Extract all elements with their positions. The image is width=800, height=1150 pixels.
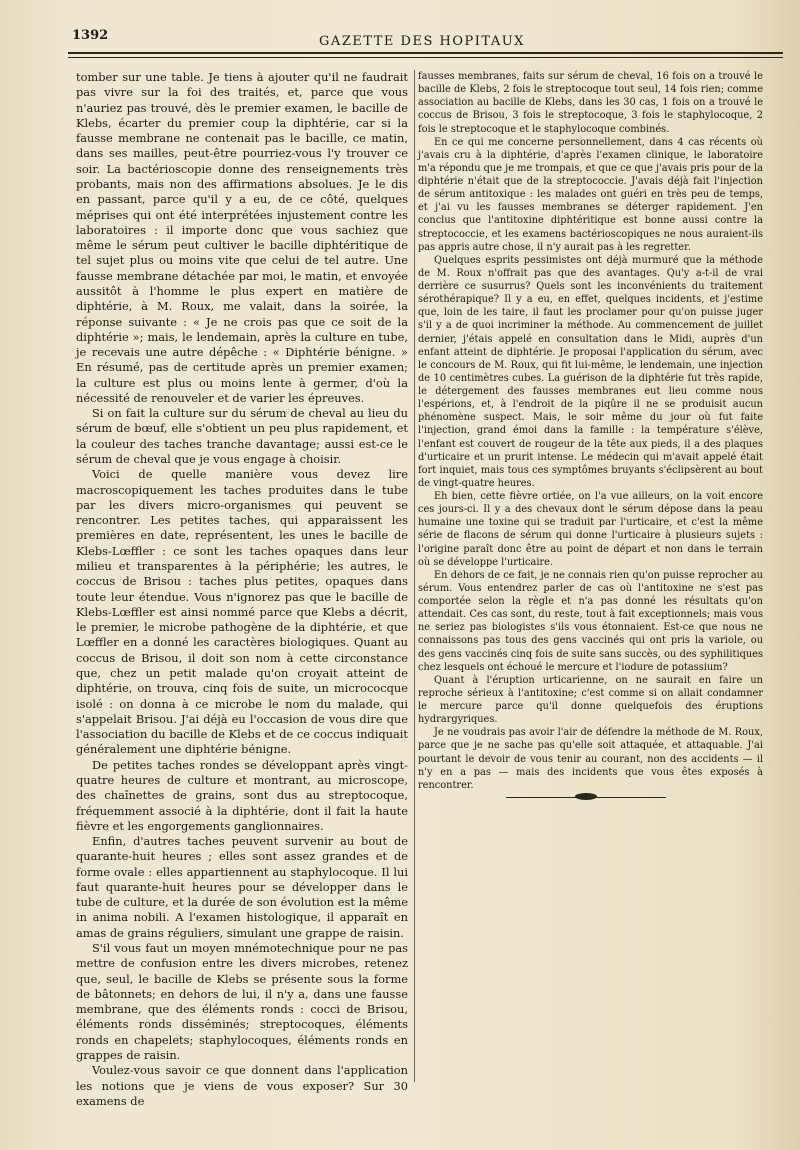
left-paragraph-5: Enfin, d'autres taches peuvent survenir au bout de quarante-huit heures ; elles sont assez grandes et de forme ovale : elles appartiennent au staphylocoque. Il lui faut quarante-huit heures pour se développer dans le tube de culture, et la durée de son évolution est la même in anima nobili. A l'examen histologique, il apparaît en amas de grains réguliers, simulant une grappe de raisin. — [76, 834, 408, 940]
section-end-ornament — [575, 793, 597, 800]
right-paragraph-6: Quant à l'éruption urticarienne, on ne saurait en faire un reproche sérieux à l'antitoxine; c'est comme si on allait condamner le mercure parce qu'il donne quelquefois des éruptions hydrargyriques. — [418, 674, 763, 726]
right-paragraph-3: Quelques esprits pessimistes ont déjà murmuré que la méthode de M. Roux n'offrait pas que des avantages. Qu'y a-t-il de vrai derrière ce susurrus? Quels sont les inconvénients du traitement sérothérapique? Il y a eu, en effet, quelques incidents, et j'estime que, loin de les taire, il faut les proclamer pour qu'on puisse juger s'il y a de quoi incriminer la méthode. Au commencement de juillet dernier, j'étais appelé en consultation dans le Midi, auprès d'un enfant atteint de diphtérie. Je proposai l'application du sérum, avec le concours de M. Roux, qui fit lui-même, le lendemain, une injection de 10 centimètres cubes. La guérison de la diphtérie fut très rapide, le détergement des fausses membranes eut lieu comme nous l'espérions, et, à l'endroit de la piqûre il ne se produisit aucun phénomène suspect. Mais, le soir même du jour où fut faite l'injection, grand émoi dans la famille : la température s'élève, l'enfant est couvert de rougeur de la tête aux pieds, il a des plaques d'urticaire et un prurit intense. Le médecin qui m'avait appelé était fort inquiet, mais tous ces symptômes bruyants s'éclipsèrent au bout de vingt-quatre heures. — [418, 254, 763, 489]
header-rule — [68, 52, 783, 58]
left-paragraph-4: De petites taches rondes se développant après vingt-quatre heures de culture et montrant, au microscope, des chaînettes de grains, sont dus au streptocoque, fréquemment associé à la diphtérie, dont il fait la haute fièvre et les engorgements ganglionnaires. — [76, 757, 408, 833]
left-paragraph-7: Voulez-vous savoir ce que donnent dans l'application les notions que je viens de vous exposer? Sur 30 examens de — [76, 1063, 408, 1108]
right-paragraph-1: fausses membranes, faits sur sérum de cheval, 16 fois on a trouvé le bacille de Klebs, 2 fois le streptocoque tout seul, 14 fois rien; comme association au bacille de Klebs, dans les 30 cas, 1 fois on a trouvé le coccus de Brisou, 3 fois le streptocoque, 3 fois le staphylocoque, 2 fois le streptocoque et le staphylocoque combinés. — [418, 71, 763, 135]
journal-title: GAZETTE DES HOPITAUX — [319, 34, 525, 49]
left-paragraph-2: Si on fait la culture sur du sérum de cheval au lieu du sérum de bœuf, elle s'obtient un peu plus rapidement, et la couleur des taches tranche davantage; aussi est-ce le sérum de cheval que je vous engage à choisir. — [76, 406, 408, 467]
left-column — [76, 70, 408, 1109]
column-divider — [414, 70, 415, 1082]
left-paragraph-1: tomber sur une table. Je tiens à ajouter qu'il ne faudrait pas vivre sur la foi des traités, et, parce que vous n'auriez pas trouvé, dès le premier examen, le bacille de Klebs, écarter du premier coup la diphtérie, car si la fausse membrane ne contenait pas le bacille, ce matin, dans ses mailles, peut-être pourriez-vous l'y trouver ce soir. La bactérioscopie donne des renseignements très probants, mais non des affirmations absolues. Je le dis en passant, parce qu'il y a eu, de ce côté, quelques méprises qui ont été interprétées injustement contre les laboratoires : il importe donc que vous sachiez que même le sérum peut cultiver le bacille diphtéritique de tel sujet plus ou moins vite que celui de tel autre. Une fausse membrane détachée par moi, le matin, et envoyée aussitôt à l'homme le plus expert en matière de diphtérie, à M. Roux, me valait, dans la soirée, la réponse suivante : « Je ne crois pas que ce soit de la diphtérie »; mais, le lendemain, après la culture en tube, je recevais une autre dépêche : « Diphtérie bénigne. » En résumé, pas de certitude après un premier examen; la culture est plus ou moins lente à germer, d'où la nécessité de renouveler et de varier les épreuves. — [76, 70, 408, 405]
left-paragraph-3: Voici de quelle manière vous devez lire macroscopiquement les taches produites dans le tube par les divers micro-organismes qui peuvent se rencontrer. Les petites taches, qui apparaissent les premières en date, représentent, les unes le bacille de Klebs-Lœffler : ce sont les taches opaques dans leur milieu et transparentes à la périphérie; les autres, le coccus de Brisou : taches plus petites, opaques dans toute leur étendue. Vous n'ignorez pas que le bacille de Klebs-Lœffler est ainsi nommé parce que Klebs a décrit, le premier, le microbe pathogène de la diphtérie, et que Lœffler en a donné les caractères biologiques. Quant au coccus de Brisou, il doit son nom à cette circonstance que, chez un petit malade qu'on croyait atteint de diphtérie, on trouva, cinq fois de suite, un micrococque isolé : on donna à ce microbe le nom du malade, qui s'appelait Brisou. J'ai déjà eu l'occasion de vous dire que l'association du bacille de Klebs et de ce coccus indiquait généralement une diphtérie bénigne. — [76, 467, 408, 757]
right-column — [418, 70, 763, 792]
page-number: 1392 — [72, 28, 109, 43]
right-paragraph-5: En dehors de ce fait, je ne connais rien qu'on puisse reprocher au sérum. Vous entendrez parler de cas où l'antitoxine ne s'est pas comportée selon la règle et n'a pas donné les résultats qu'on attendait. Ces cas sont, du reste, tout à fait exceptionnels; mais vous ne seriez pas biologistes s'ils vous étonnaient. Est-ce que nous ne connaissons pas tous des gens vaccinés qui ont pris la variole, ou des gens vaccinés cinq fois de suite sans succès, ou des syphilitiques chez lesquels ont échoué le mercure et l'iodure de potassium? — [418, 569, 763, 673]
right-paragraph-4: Eh bien, cette fièvre ortiée, on l'a vue ailleurs, on la voit encore ces jours-ci. Il y a des chevaux dont le sérum dépose dans la peau humaine une toxine qui se traduit par l'urticaire, et c'est la même série de flacons de sérum qui donne l'urticaire à plusieurs sujets : l'origine paraît donc être au point de départ et non dans le terrain où se développe l'urticaire. — [418, 491, 763, 568]
right-paragraph-2: En ce qui me concerne personnellement, dans 4 cas récents où j'avais cru à la diphtérie, d'après l'examen clinique, le laboratoire m'a répondu que je me trompais, et que ce que j'avais pris pour de la diphtérie n'était que de la streptococcie. J'avais déjà fait l'injection de sérum antitoxique : les malades ont guéri en très peu de temps, et j'ai vu les fausses membranes se déterger rapidement. J'en conclus que l'antitoxine diphtéritique est bonne aussi contre la streptococcie, et les examens bactérioscopiques ne nous auraient-ils pas appris autre chose, il n'y aurait pas à les regretter. — [418, 136, 763, 253]
page-header — [62, 28, 782, 50]
right-paragraph-7: Je ne voudrais pas avoir l'air de défendre la méthode de M. Roux, parce que je ne sache pas qu'elle soit attaquée, et attaquable. J'ai pourtant le devoir de vous tenir au courant, non des accidents — il n'y en a pas — mais des incidents que vous êtes exposés à rencontrer. — [418, 727, 763, 791]
left-paragraph-6: S'il vous faut un moyen mnémotechnique pour ne pas mettre de confusion entre les divers microbes, retenez que, seul, le bacille de Klebs se présente sous la forme de bâtonnets; en dehors de lui, il n'y a, dans une fausse membrane, que des éléments ronds : cocci de Brisou, éléments ronds disséminés; streptocoques, éléments ronds en chapelets; staphylocoques, éléments ronds en grappes de raisin. — [76, 941, 408, 1062]
